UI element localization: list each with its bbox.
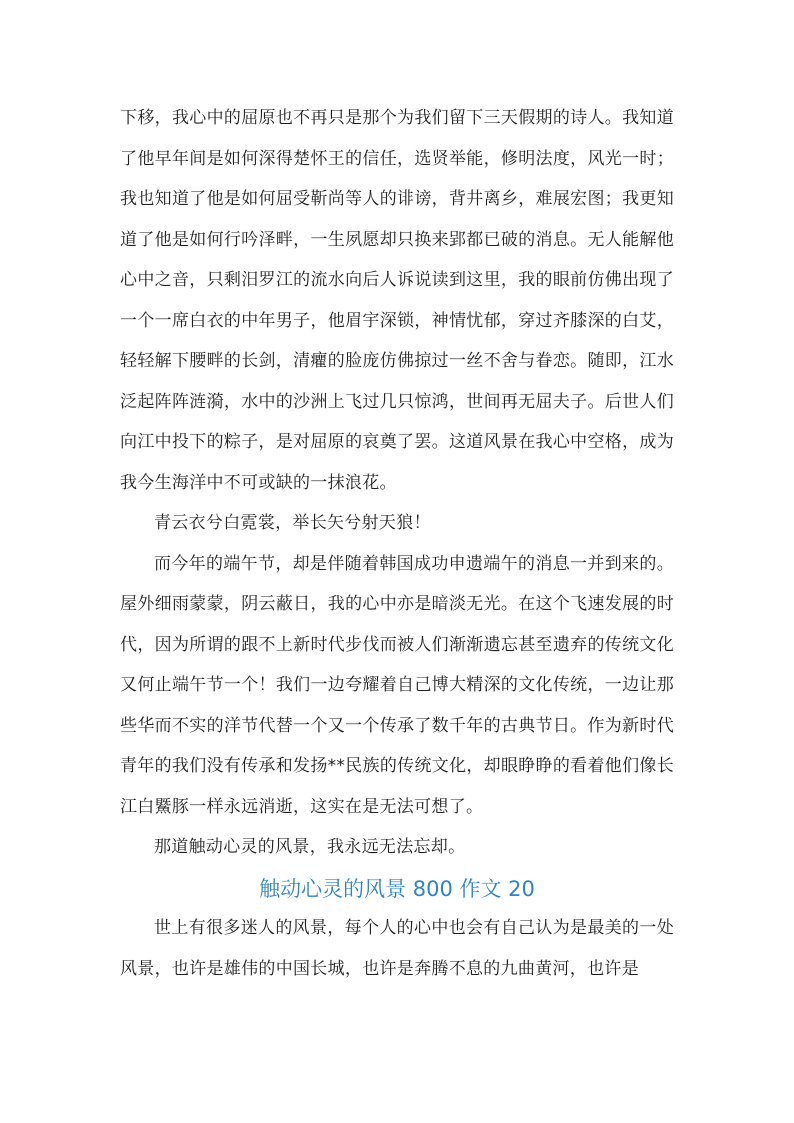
paragraph-1: 下移，我心中的屈原也不再只是那个为我们留下三天假期的诗人。我知道了他早年间是如何深得楚怀王的信任，选贤举能，修明法度，风光一时；我也知道了他是如何屈受靳尚等人的诽谤，背井离乡，难展宏图；我更知道了他是如何行吟泽畔，一生夙愿却只换来郢都已破的消息。无人能解他心中之音，只剩汨罗江的流水向后人诉说读到这里，我的眼前仿佛出现了一个一席白衣的中年男子，他眉宇深锁，神情忧郁，穿过齐膝深的白艾，轻轻解下腰畔的长剑，清癯的脸庞仿佛掠过一丝不舍与眷恋。随即，江水泛起阵阵涟漪，水中的沙洲上飞过几只惊鸿，世间再无屈夫子。后世人们向江中投下的粽子，是对屈原的哀奠了罢。这道风景在我心中空格，成为我今生海洋中不可或缺的一抹浪花。 xyxy=(120,108,674,493)
paragraph-5: 世上有很多迷人的风景，每个人的心中也会有自己认为是最美的一处风景，也许是雄伟的中国长城，也许是奔腾不息的九曲黄河，也许是 xyxy=(120,918,674,979)
section-heading: 触动心灵的风景 800 作文 20 xyxy=(259,876,535,901)
paragraph-3: 而今年的端午节，却是伴随着韩国成功申遗端午的消息一并到来的。屋外细雨蒙蒙，阴云蔽日，我的心中亦是暗淡无光。在这个飞速发展的时代，因为所谓的跟不上新时代步伐而被人们渐渐遗忘甚至遗弃的传统文化又何止端午节一个！我们一边夸耀着自己博大精深的文化传统，一边让那些华而不实的洋节代替一个又一个传承了数千年的古典节日。作为新时代青年的我们没有传承和发扬**民族的传统文化，却眼睁睁的看着他们像长江白鱀豚一样永远消逝，这实在是无法可想了。 xyxy=(120,553,674,817)
paragraph-2: 青云衣兮白霓裳，举长矢兮射天狼！ xyxy=(154,513,431,533)
document-body xyxy=(120,98,674,989)
paragraph-4: 那道触动心灵的风景，我永远无法忘却。 xyxy=(154,837,466,857)
